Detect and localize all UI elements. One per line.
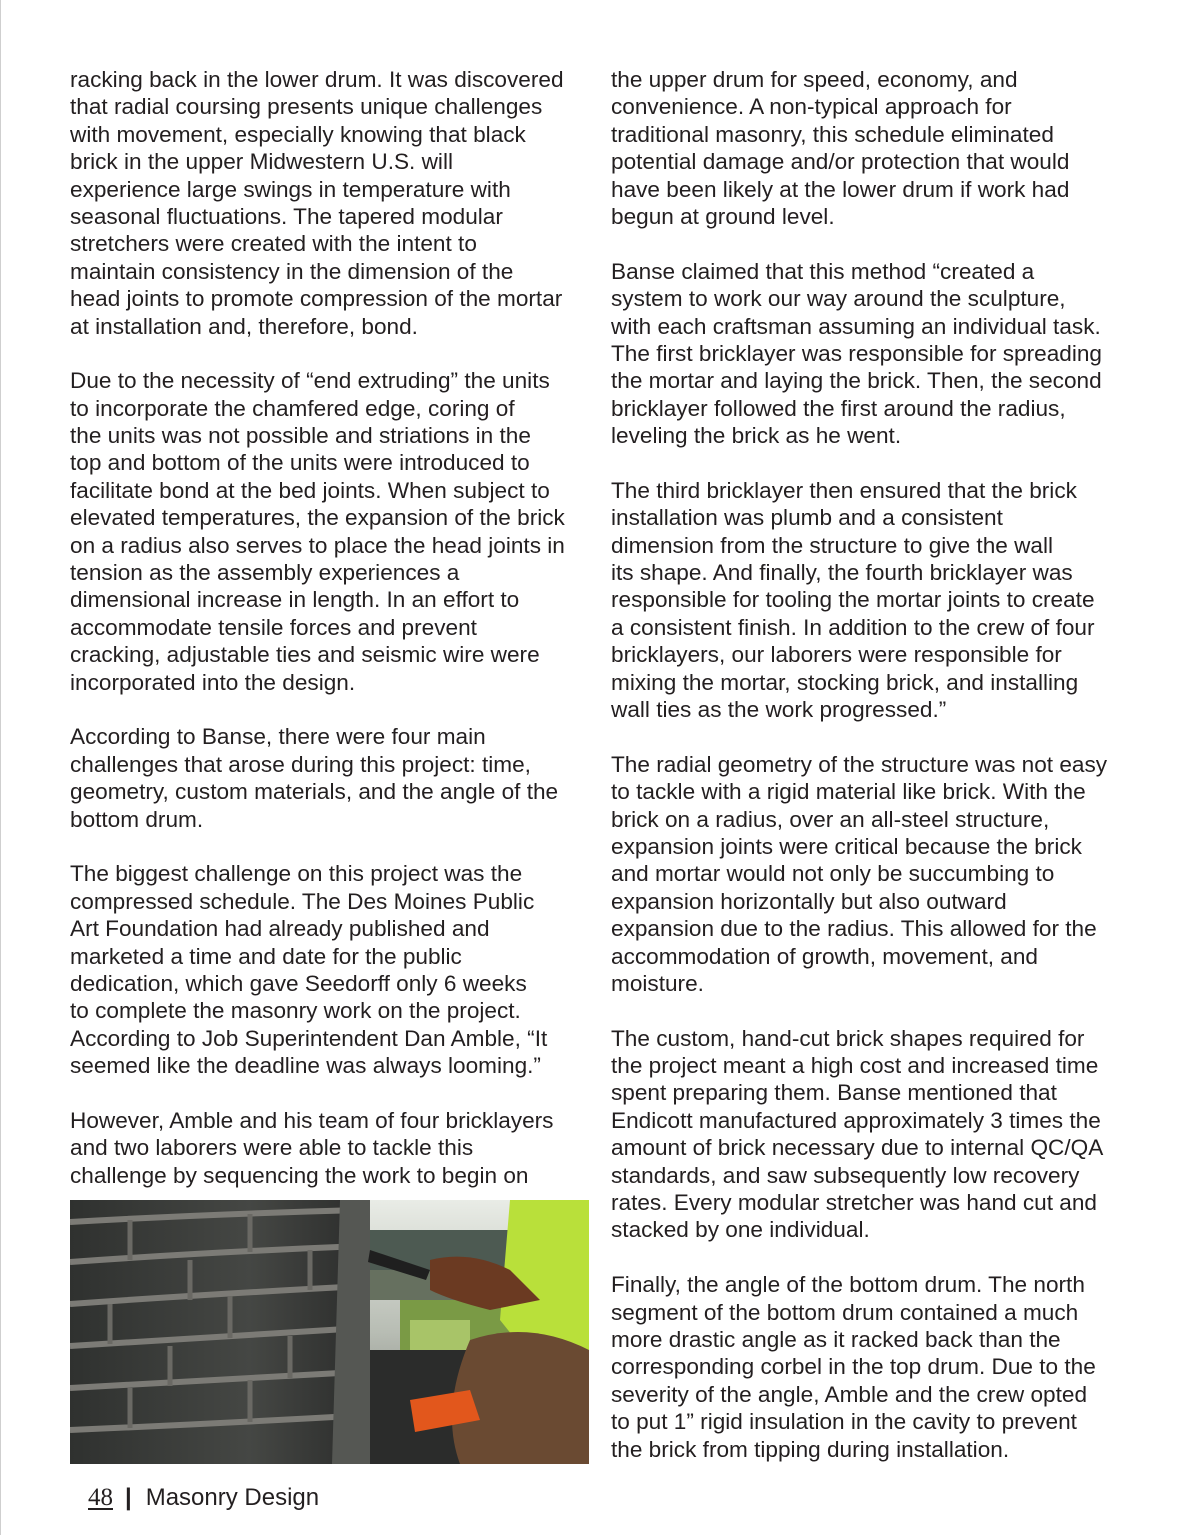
- paragraph: [611, 1025, 1141, 1244]
- paragraph: [611, 477, 1141, 724]
- paragraph: [70, 367, 595, 696]
- text-line: The third bricklayer then ensured that the brick: [611, 477, 1077, 503]
- text-line: accommodate tensile forces and prevent: [70, 614, 477, 640]
- text-line: leveling the brick as he went.: [611, 423, 902, 449]
- text-line: expansion due to the radius. This allowed for the: [611, 916, 1097, 942]
- footer-divider: |: [125, 1484, 132, 1511]
- text-line: The biggest challenge on this project was the: [70, 861, 523, 887]
- text-line: to tackle with a rigid material like brick. With the: [611, 779, 1086, 805]
- text-line: corresponding corbel in the top drum. Due to the: [611, 1354, 1096, 1380]
- text-line: However, Amble and his team of four bricklayers: [70, 1107, 554, 1133]
- paragraph: [611, 258, 1141, 450]
- text-line: the project meant a high cost and increased time: [611, 1053, 1099, 1079]
- text-line: seasonal fluctuations. The tapered modular: [70, 203, 503, 229]
- text-line: on a radius also serves to place the head joints in: [70, 532, 565, 558]
- text-line: potential damage and/or protection that would: [611, 149, 1070, 175]
- text-line: the mortar and laying the brick. Then, the second: [611, 368, 1102, 394]
- text-line: traditional masonry, this schedule eliminated: [611, 121, 1054, 147]
- text-line: begun at ground level.: [611, 203, 835, 229]
- text-line: with movement, especially knowing that black: [70, 121, 526, 147]
- text-line: expansion horizontally but also outward: [611, 888, 1007, 914]
- text-line: amount of brick necessary due to internal QC/QA: [611, 1135, 1104, 1161]
- text-line: brick on a radius, over an all-steel structure,: [611, 806, 1050, 832]
- text-line: head joints to promote compression of the mortar: [70, 286, 563, 312]
- paragraph: [611, 66, 1141, 230]
- page-edge: [0, 0, 1, 1535]
- right-column: [611, 66, 1141, 1463]
- text-line: seemed like the deadline was always looming.”: [70, 1053, 541, 1079]
- page-number: 48: [88, 1484, 113, 1511]
- text-line: challenge by sequencing the work to begin on: [70, 1162, 529, 1188]
- text-line: more drastic angle as it racked back than the: [611, 1326, 1061, 1352]
- text-line: brick in the upper Midwestern U.S. will: [70, 149, 453, 175]
- text-line: Finally, the angle of the bottom drum. The north: [611, 1272, 1085, 1298]
- text-line: system to work our way around the sculpture,: [611, 286, 1066, 312]
- left-column: [70, 66, 595, 1189]
- text-line: bottom drum.: [70, 806, 204, 832]
- paragraph: [70, 66, 595, 340]
- text-line: its shape. And finally, the fourth bricklayer was: [611, 560, 1073, 586]
- text-line: have been likely at the lower drum if work had: [611, 176, 1070, 202]
- text-line: compressed schedule. The Des Moines Public: [70, 888, 535, 914]
- text-line: According to Job Superintendent Dan Amble, “It: [70, 1025, 548, 1051]
- text-line: that radial coursing presents unique challenges: [70, 94, 543, 120]
- paragraph: [70, 1107, 595, 1189]
- page-footer: [88, 1482, 319, 1514]
- text-line: and mortar would not only be succumbing to: [611, 861, 1055, 887]
- text-line: spent preparing them. Banse mentioned that: [611, 1080, 1057, 1106]
- text-line: racking back in the lower drum. It was discovered: [70, 67, 564, 92]
- text-line: mixing the mortar, stocking brick, and installing: [611, 669, 1079, 695]
- text-line: tension as the assembly experiences a: [70, 560, 460, 586]
- text-line: Endicott manufactured approximately 3 times the: [611, 1107, 1101, 1133]
- text-line: a consistent finish. In addition to the crew of four: [611, 614, 1095, 640]
- text-line: the upper drum for speed, economy, and: [611, 67, 1018, 92]
- text-line: to incorporate the chamfered edge, coring of: [70, 395, 515, 421]
- text-line: Due to the necessity of “end extruding” the units: [70, 368, 550, 394]
- masonry-photo: [70, 1200, 589, 1464]
- text-line: wall ties as the work progressed.”: [611, 696, 947, 722]
- text-line: dimensional increase in length. In an effort to: [70, 587, 520, 613]
- text-line: dedication, which gave Seedorff only 6 weeks: [70, 970, 527, 996]
- text-line: expansion joints were critical because the brick: [611, 833, 1082, 859]
- text-line: installation was plumb and a consistent: [611, 505, 1003, 531]
- text-line: stacked by one individual.: [611, 1217, 870, 1243]
- text-line: cracking, adjustable ties and seismic wire were: [70, 642, 540, 668]
- text-line: Banse claimed that this method “created a: [611, 258, 1035, 284]
- text-line: segment of the bottom drum contained a much: [611, 1299, 1079, 1325]
- text-line: moisture.: [611, 970, 704, 996]
- text-line: incorporated into the design.: [70, 669, 356, 695]
- text-line: to complete the masonry work on the project.: [70, 998, 521, 1024]
- text-line: standards, and saw subsequently low recovery: [611, 1162, 1080, 1188]
- text-line: severity of the angle, Amble and the crew opted: [611, 1381, 1088, 1407]
- text-line: geometry, custom materials, and the angle of the: [70, 779, 559, 805]
- text-line: at installation and, therefore, bond.: [70, 313, 418, 339]
- publication-name: Masonry Design: [145, 1484, 320, 1511]
- text-line: with each craftsman assuming an individual task.: [611, 313, 1101, 339]
- text-line: responsible for tooling the mortar joints to create: [611, 587, 1095, 613]
- text-line: accommodation of growth, movement, and: [611, 943, 1038, 969]
- paragraph: [70, 723, 595, 833]
- text-line: to put 1” rigid insulation in the cavity to prevent: [611, 1409, 1077, 1435]
- text-line: the units was not possible and striations in the: [70, 423, 531, 449]
- text-line: The first bricklayer was responsible for spreading: [611, 340, 1102, 366]
- text-line: elevated temperatures, the expansion of the brick: [70, 505, 565, 531]
- text-line: and two laborers were able to tackle this: [70, 1135, 474, 1161]
- text-line: top and bottom of the units were introduced to: [70, 450, 530, 476]
- text-line: challenges that arose during this project: time,: [70, 751, 531, 777]
- text-line: According to Banse, there were four main: [70, 724, 486, 750]
- paragraph: [70, 860, 595, 1079]
- text-line: The custom, hand-cut brick shapes required for: [611, 1025, 1085, 1051]
- text-line: bricklayers, our laborers were responsible for: [611, 642, 1062, 668]
- bricklayer-image: [70, 1200, 589, 1464]
- text-line: stretchers were created with the intent to: [70, 231, 477, 257]
- text-line: convenience. A non-typical approach for: [611, 94, 1012, 120]
- text-line: the brick from tipping during installation.: [611, 1436, 1010, 1462]
- paragraph: [611, 751, 1141, 998]
- text-line: marketed a time and date for the public: [70, 943, 462, 969]
- text-line: dimension from the structure to give the wall: [611, 532, 1054, 558]
- text-line: experience large swings in temperature with: [70, 176, 511, 202]
- text-line: The radial geometry of the structure was not easy: [611, 751, 1108, 777]
- text-line: rates. Every modular stretcher was hand cut and: [611, 1190, 1097, 1216]
- paragraph: [611, 1271, 1141, 1463]
- text-line: facilitate bond at the bed joints. When subject to: [70, 477, 550, 503]
- text-line: maintain consistency in the dimension of the: [70, 258, 514, 284]
- text-line: bricklayer followed the first around the radius,: [611, 395, 1066, 421]
- text-line: Art Foundation had already published and: [70, 916, 490, 942]
